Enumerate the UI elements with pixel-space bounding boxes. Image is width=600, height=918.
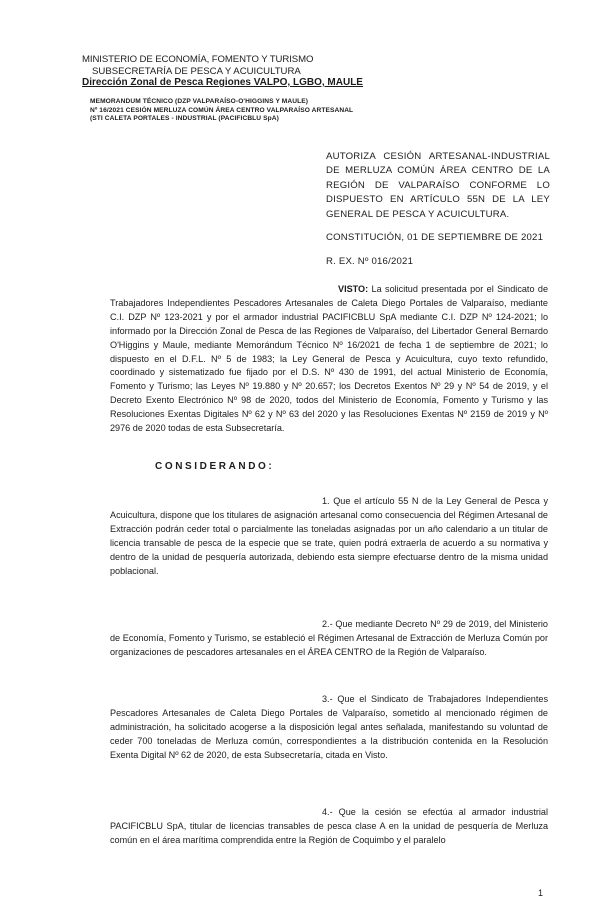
visto-text: La solicitud presentada por el Sindicato de Trabajadores Independientes Pescadores Artesanales de Caleta Diego Portales de Valparaíso, mediante C.I. DZP Nº 123-2021 y por el armador industrial PACIFICBLU SpA mediante C.I. DZP Nº 124-2021; lo informado por la Dirección Zonal de Pesca de las Regiones de Valparaíso, del Libertador General Bernardo O'Higgins y Maule, mediante Memorándum Técnico Nº 16/2021 de fecha 1 de septiembre de 2021; lo dispuesto en el D.F.L. Nº 5 de 1983; la Ley General de Pesca y Acuicultura, cuyo texto refundido, coordinado y sistematizado fue fijado por el D.S. Nº 430 de 1991, del actual Ministerio de Economía, Fomento y Turismo; las Leyes Nº 19.880 y Nº 20.657; los Decretos Exentos Nº 29 y Nº 54 de 2019, y el Decreto Exento Electrónico Nº 98 de 2020, todos del Ministerio de Economía, Fomento y Turismo y las Resoluciones Exentas Digitales Nº 62 y Nº 63 del 2020 y las Resoluciones Exentas Nº 2159 de 2019 y Nº 2976 de 2020 todas de esta Subsecretaría. — [110, 284, 548, 434]
zonal-office-name: Dirección Zonal de Pesca Regiones VALPO, LGBO, MAULE — [82, 77, 363, 88]
visto-label: VISTO: — [338, 284, 369, 294]
considerando-item: 2.- Que mediante Decreto Nº 29 de 2019, del Ministerio de Economía, Fomento y Turismo, se estableció el Régimen Artesanal de Extracción de Merluza Común por organizaciones de pescadores artesanales en el ÁREA CENTRO de la Región de Valparaíso. — [110, 619, 548, 657]
considerando-item: 4.- Que la cesión se efectúa al armador industrial PACIFICBLU SpA, titular de licencias transables de pesca clase A en la unidad de pesquería de Merluza común en el área marítima comprendida entre la Región de Coquimbo y el paralelo — [110, 807, 548, 845]
considerando-heading: CONSIDERANDO: — [155, 461, 275, 472]
considerando-item: 3.- Que el Sindicato de Trabajadores Independientes Pescadores Artesanales de Caleta Diego Portales de Valparaíso, sometido al mencionado régimen de administración, ha solicitado acogerse a la disposición legal antes señalada, manifestando su voluntad de ceder 700 toneladas de Merluza común, correspondientes a la distribución contenida en la Resolución Exenta Digital Nº 62 de 2020, de esta Subsecretaría, citada en Visto. — [110, 694, 548, 760]
resolution-number: R. EX. Nº 016/2021 — [326, 256, 414, 267]
memo-reference — [90, 98, 370, 124]
memo-line: MEMORANDUM TÉCNICO (DZP VALPARAÍSO-O'HIGGINS Y MAULE) — [90, 98, 308, 105]
page-number: 1 — [538, 888, 544, 898]
considerando-item: 1. Que el artículo 55 N de la Ley General de Pesca y Acuicultura, dispone que los titulares de asignación artesanal como consecuencia del Régimen Artesanal de Extracción podrán ceder total o parcialmente las toneladas asignadas por un año calendario a un titular de licencia transable de pesca de la especie que se trate, quien podrá extraerla de acuerdo a su normativa y dentro de la unidad de pesquería autorizada, debiendo esta siempre efectuarse dentro de la misma unidad poblacional. — [110, 496, 548, 576]
letterhead — [82, 54, 363, 89]
ministry-name: MINISTERIO DE ECONOMÍA, FOMENTO Y TURISMO — [82, 54, 314, 65]
resolution-date: CONSTITUCIÓN, 01 DE SEPTIEMBRE DE 2021 — [326, 232, 544, 243]
visto-paragraph — [110, 283, 548, 436]
memo-line: Nº 16/2021 CESIÓN MERLUZA COMÚN ÁREA CENTRO VALPARAÍSO ARTESANAL — [90, 106, 354, 114]
memo-line: (STI CALETA PORTALES - INDUSTRIAL (PACIFICBLU SpA) — [90, 115, 279, 123]
resolution-subject: AUTORIZA CESIÓN ARTESANAL-INDUSTRIAL DE MERLUZA COMÚN ÁREA CENTRO DE LA REGIÓN DE VALPARAÍSO CONFORME LO DISPUESTO EN ARTÍCULO 55N DE LA LEY GENERAL DE PESCA Y ACUICULTURA. — [326, 151, 550, 220]
subsecretariat-name: SUBSECRETARÍA DE PESCA Y ACUICULTURA — [92, 65, 301, 77]
